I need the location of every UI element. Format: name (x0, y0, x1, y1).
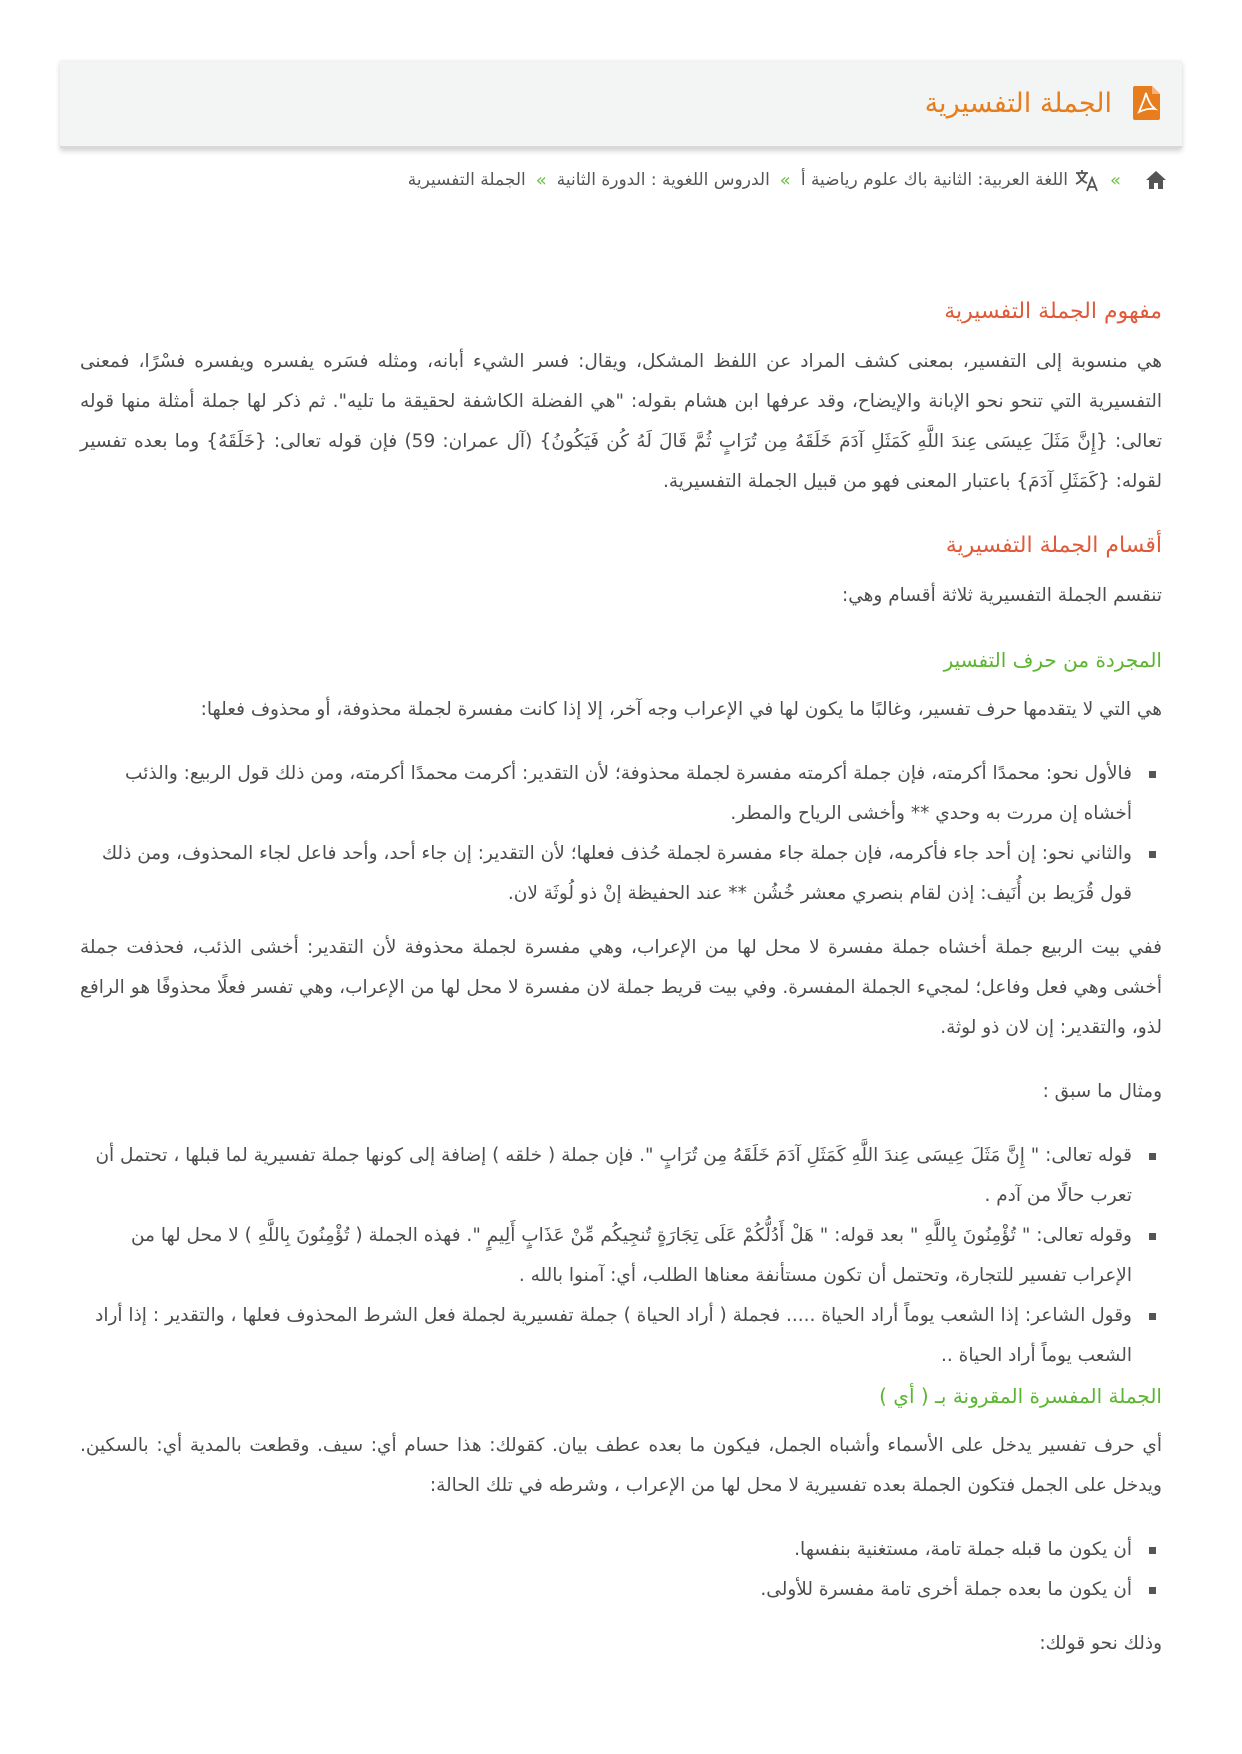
home-icon[interactable] (1145, 170, 1167, 190)
list-item: فالأول نحو: محمدًا أكرمته، فإن جملة أكرمته مفسرة لجملة محذوفة؛ لأن التقدير: أكرمت محمدًا أكرمته، ومن ذلك قول الربيع: والذئب أخشاه إن مررت به وحدي ** وأخشى الرياح والمطر. (80, 754, 1162, 834)
section-heading-concept: مفهوم الجملة التفسيرية (944, 299, 1162, 324)
subsection-heading-with-ay: الجملة المفسرة المقرونة بـ ( أي ) (879, 1384, 1162, 1408)
breadcrumb-separator: » (535, 169, 547, 191)
page-title: الجملة التفسيرية (924, 87, 1112, 119)
with-ay-paragraph: أي حرف تفسير يدخل على الأسماء وأشباه الجمل، فيكون ما بعده عطف بيان. كقولك: هذا حسام أي: سيف. وقطعت بالمدية أي: بالسكين. ويدخل على الجمل فتكون الجملة بعده تفسيرية لا محل لها من الإعراب ، وشرطه في تلك الحالة: (80, 1435, 1162, 1496)
list-item: أن يكون ما بعده جملة أخرى تامة مفسرة للأولى. (80, 1570, 1162, 1610)
examples-list (80, 1136, 1162, 1376)
stripped-list (80, 754, 1162, 914)
closing-line: وذلك نحو قولك: (1039, 1633, 1162, 1654)
breadcrumb (408, 168, 1167, 192)
list-item: والثاني نحو: إن أحد جاء فأكرمه، فإن جملة جاء مفسرة لجملة حُذف فعلها؛ لأن التقدير: إن جاء أحد، وأحد فاعل لجاء المحذوف، ومن ذلك قول قُرَيط بن أُنَيف: إذن لقام بنصري معشر خُشُن ** عند الحفيظة إنْ ذو لُوثَة لان. (80, 834, 1162, 914)
list-item: وقوله تعالى: " تُؤْمِنُونَ بِاللَّهِ " بعد قوله: " هَلْ أَدُلُّكُمْ عَلَى تِجَارَةٍ تُنجِيكُم مِّنْ عَذَابٍ أَلِيمٍ ". فهذه الجملة ( تُؤْمِنُونَ بِاللَّهِ ) لا محل لها من الإعراب تفسير للتجارة، وتحتمل أن تكون مستأنفة معناها الطلب، أي: آمنوا بالله . (80, 1216, 1162, 1296)
breadcrumb-item-subject[interactable]: اللغة العربية: الثانية باك علوم رياضية أ (800, 170, 1068, 190)
concept-paragraph: هي منسوبة إلى التفسير، بمعنى كشف المراد عن اللفظ المشكل، ويقال: فسر الشيء أبانه، ومثله فسَره يفسره ويفسره فسْرًا، فمعنى التفسيرية التي تنحو نحو الإبانة والإيضاح، وقد عرفها ابن هشام بقوله: "هي الفضلة الكاشفة لحقيقة ما تليه". ثم ذكر لها جملة أمثلة منها قوله تعالى: {إِنَّ مَثَلَ عِيسَى عِندَ اللَّهِ كَمَثَلِ آدَمَ خَلَقَهُ مِن تُرَابٍ ثُمَّ قَالَ لَهُ كُن فَيَكُونُ} (آل عمران: 59) فإن قوله تعالى: {خَلَقَهُ} وما بعده تفسير لقوله: {كَمَثَلِ آدَمَ} باعتبار المعنى فهو من قبيل الجملة التفسيرية. (80, 351, 1162, 492)
list-item: وقول الشاعر: إذا الشعب يوماً أراد الحياة ..... فجملة ( أراد الحياة ) جملة تفسيرية لجملة فعل الشرط المحذوف فعلها ، والتقدير : إذا أراد الشعب يوماً أراد الحياة .. (80, 1296, 1162, 1376)
article-body (80, 292, 1162, 1674)
examples-intro: ومثال ما سبق : (1042, 1081, 1162, 1102)
conditions-list (80, 1530, 1162, 1610)
subsection-heading-stripped: المجردة من حرف التفسير (943, 648, 1162, 672)
translate-icon (1074, 168, 1100, 192)
list-item: قوله تعالى: " إِنَّ مَثَلَ عِيسَى عِندَ اللَّهِ كَمَثَلِ آدَمَ خَلَقَهُ مِن تُرَابٍ ". فإن جملة ( خلقه ) إضافة إلى كونها جملة تفسيرية لما قبلها ، تحتمل أن تعرب حالًا من آدم . (80, 1136, 1162, 1216)
pdf-icon[interactable] (1132, 85, 1162, 121)
section-heading-divisions: أقسام الجملة التفسيرية (945, 533, 1162, 558)
breadcrumb-item-current: الجملة التفسيرية (407, 170, 526, 190)
breadcrumb-separator: » (1109, 169, 1121, 191)
divisions-intro: تنقسم الجملة التفسيرية ثلاثة أقسام وهي: (841, 585, 1162, 606)
breadcrumb-separator: » (779, 169, 791, 191)
stripped-paragraph: هي التي لا يتقدمها حرف تفسير، وغالبًا ما يكون لها في الإعراب وجه آخر، إلا إذا كانت مفسرة لجملة محذوفة، أو محذوف فعلها: (200, 699, 1162, 720)
title-card (60, 60, 1182, 148)
list-item: أن يكون ما قبله جملة تامة، مستغنية بنفسها. (80, 1530, 1162, 1570)
explanation-paragraph: ففي بيت الربيع جملة أخشاه جملة مفسرة لا محل لها من الإعراب، وهي مفسرة لجملة محذوفة لأن التقدير: أخشى الذئب، فحذفت جملة أخشى وهي فعل وفاعل؛ لمجيء الجملة المفسرة. وفي بيت قريط جملة لان مفسرة لا محل لها من الإعراب، وهي تفسر فعلًا محذوفًا هو الرافع لذو، والتقدير: إن لان ذو لوثة. (80, 937, 1162, 1038)
breadcrumb-item-lessons[interactable]: الدروس اللغوية : الدورة الثانية (556, 170, 770, 190)
